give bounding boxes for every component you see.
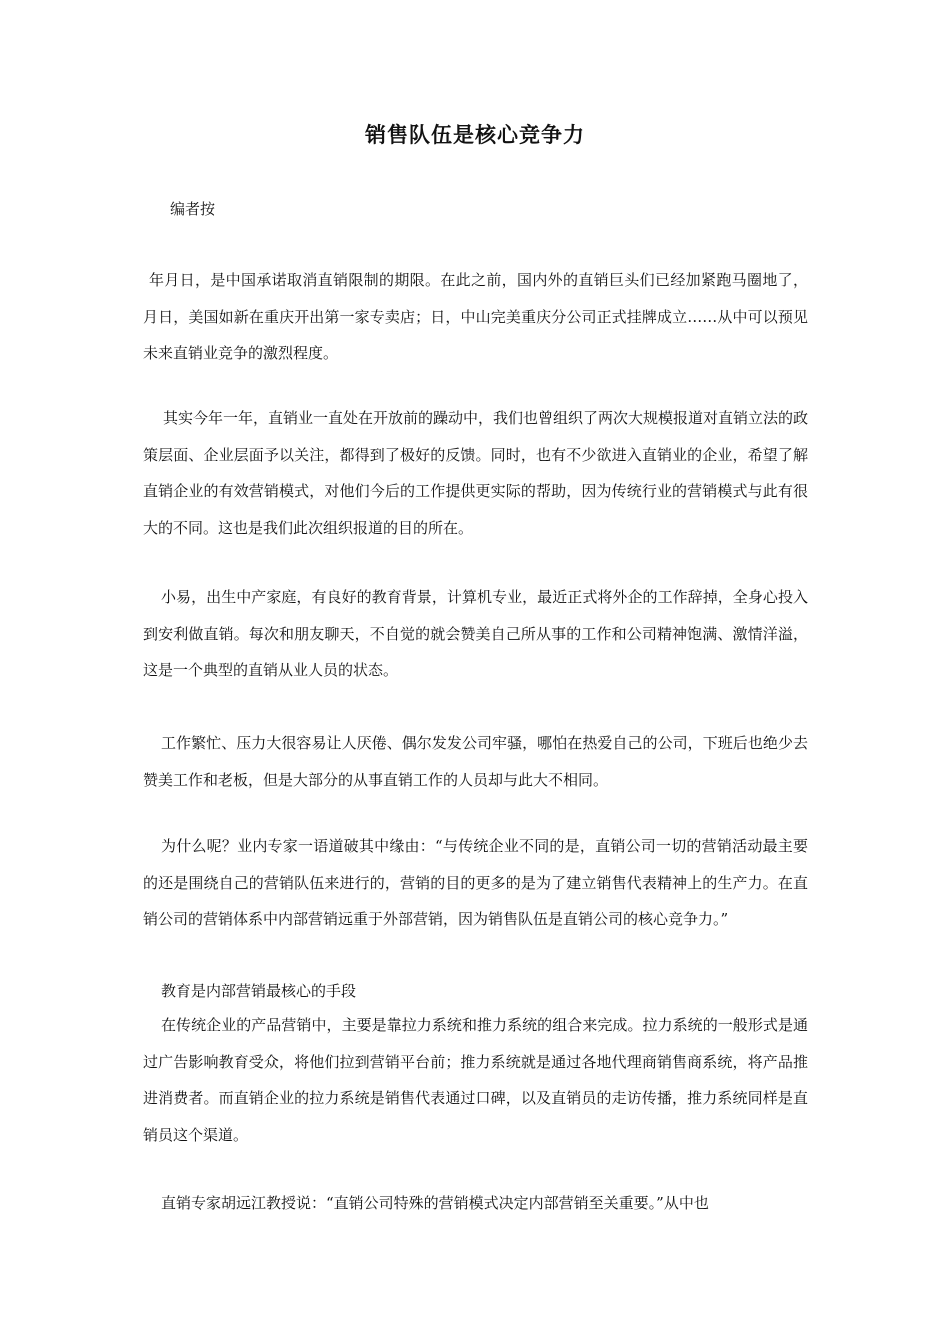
- paragraph-marketing-systems: 在传统企业的产品营销中，主要是靠拉力系统和推力系统的组合来完成。拉力系统的一般形式是通过广告影响教育受众，将他们拉到营销平台前；推力系统就是通过各地代理商销售商系统，将产品推进消费者。而直销企业的拉力系统是销售代表通过口碑，以及直销员的走访传播，推力系统同样是直销员这个渠道。: [143, 1016, 808, 1144]
- paragraph-example: 小易，出生中产家庭，有良好的教育背景，计算机专业，最近正式将外企的工作辞掉，全身心投入到安利做直销。每次和朋友聊天，不自觉的就会赞美自己所从事的工作和公司精神饱满、激情洋溢，这是一个典型的直销从业人员的状态。: [143, 588, 808, 679]
- section-subheading: 教育是内部营销最核心的手段: [161, 982, 357, 1000]
- paragraph-expert-quote: 为什么呢？业内专家一语道破其中缘由：“与传统企业不同的是，直销公司一切的营销活动最主要的还是围绕自己的营销队伍来进行的，营销的目的更多的是为了建立销售代表精神上的生产力。在直销公司的营销体系中内部营销远重于外部营销，因为销售队伍是直销公司的核心竞争力。”: [143, 837, 808, 928]
- paragraph-contrast: 工作繁忙、压力大很容易让人厌倦、偶尔发发公司牢骚，哪怕在热爱自己的公司，下班后也绝少去赞美工作和老板，但是大部分的从事直销工作的人员却与此大不相同。: [143, 734, 808, 789]
- editor-note-label: 编者按: [170, 200, 216, 218]
- paragraph-background: 其实今年一年，直销业一直处在开放前的躁动中，我们也曾组织了两次大规模报道对直销立法的政策层面、企业层面予以关注，都得到了极好的反馈。同时，也有不少欲进入直销业的企业，希望了解直销企业的有效营销模式，对他们今后的工作提供更实际的帮助，因为传统行业的营销模式与此有很大的不同。这也是我们此次组织报道的目的所在。: [143, 409, 809, 537]
- paragraph-professor-quote: 直销专家胡远江教授说：“直销公司特殊的营销模式决定内部营销至关重要。”从中也: [161, 1194, 709, 1212]
- document-title: 销售队伍是核心竞争力: [365, 123, 585, 147]
- paragraph-intro: 年月日，是中国承诺取消直销限制的期限。在此之前，国内外的直销巨头们已经加紧跑马圈地了，月日，美国如新在重庆开出第一家专卖店；日，中山完美重庆分公司正式挂牌成立……从中可以预见未来直销业竞争的激烈程度。: [143, 271, 808, 362]
